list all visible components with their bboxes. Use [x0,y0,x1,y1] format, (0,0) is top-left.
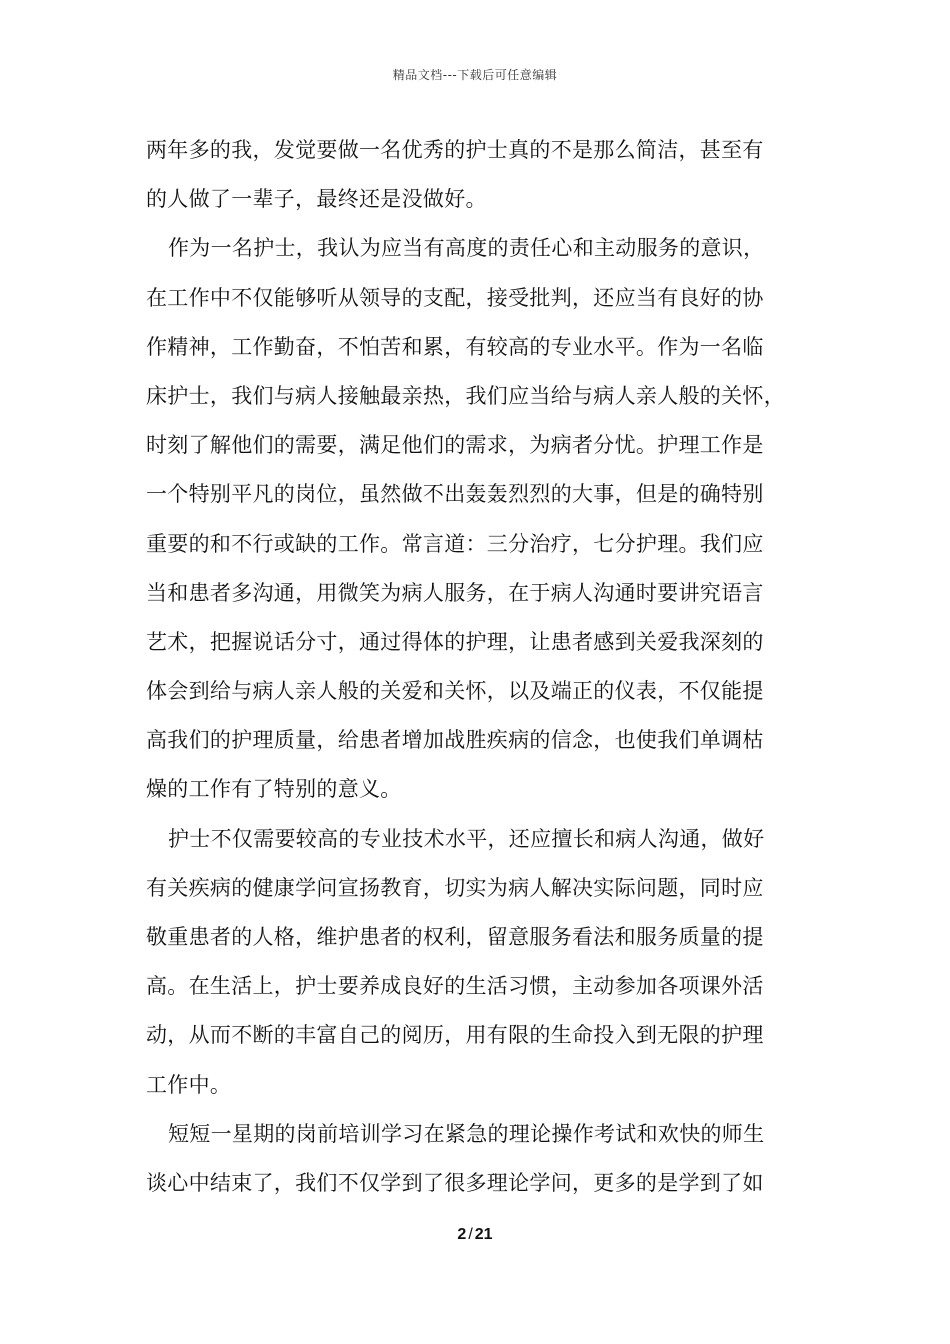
text-line: 高我们的护理质量，给患者增加战胜疾病的信念，也使我们单调枯 [146,728,764,753]
text-line: 有关疾病的健康学问宣扬教育，切实为病人解决实际问题，同时应 [146,875,764,900]
text-line: 在工作中不仅能够听从领导的支配，接受批判，还应当有良好的协 [146,285,764,310]
text-line: 敬重患者的人格，维护患者的权利，留意服务看法和服务质量的提 [146,925,764,949]
text-line: 重要的和不行或缺的工作。常言道：三分治疗，七分护理。我们应 [146,531,764,556]
text-line: 的人做了一辈子，最终还是没做好。 [146,187,487,212]
document-body [146,126,814,1208]
text-line: 燥的工作有了特别的意义。 [146,777,402,802]
text-line: 工作中。 [146,1072,232,1097]
text-line: 体会到给与病人亲人般的关爱和关怀，以及端正的仪表，不仅能提 [146,679,764,704]
page-separator: / [468,1226,473,1243]
text-line: 动，从而不断的丰富自己的阅历，用有限的生命投入到无限的护理 [146,1023,764,1048]
total-pages: 21 [474,1226,493,1243]
text-line: 两年多的我，发觉要做一名优秀的护士真的不是那么简洁，甚至有 [146,138,764,162]
text-line: 一个特别平凡的岗位，虽然做不出轰轰烈烈的大事，但是的确特别 [146,482,764,507]
page-header: 精品文档---下载后可任意编辑 [392,68,558,82]
text-line: 当和患者多沟通，用微笑为病人服务，在于病人沟通时要讲究语言 [146,580,764,605]
text-line: 作精神，工作勤奋，不怕苦和累，有较高的专业水平。作为一名临 [146,334,764,359]
text-line: 床护士，我们与病人接触最亲热，我们应当给与病人亲人般的关怀， [146,383,785,408]
page-number [0,1226,950,1244]
text-line: 谈心中结束了，我们不仅学到了很多理论学问，更多的是学到了如 [146,1170,764,1195]
text-line: 高。在生活上，护士要养成良好的生活习惯，主动参加各项课外活 [146,974,764,999]
paragraph-first-line: 短短一星期的岗前培训学习在紧急的理论操作考试和欢快的师生 [168,1121,765,1146]
text-line: 艺术，把握说话分寸，通过得体的护理，让患者感到关爱我深刻的 [146,629,764,654]
paragraph-first-line: 护士不仅需要较高的专业技术水平，还应擅长和病人沟通，做好 [168,826,765,851]
text-line: 时刻了解他们的需要，满足他们的需求，为病者分忧。护理工作是 [146,433,764,458]
paragraph-first-line: 作为一名护士，我认为应当有高度的责任心和主动服务的意识， [168,236,765,261]
current-page: 2 [457,1226,467,1243]
